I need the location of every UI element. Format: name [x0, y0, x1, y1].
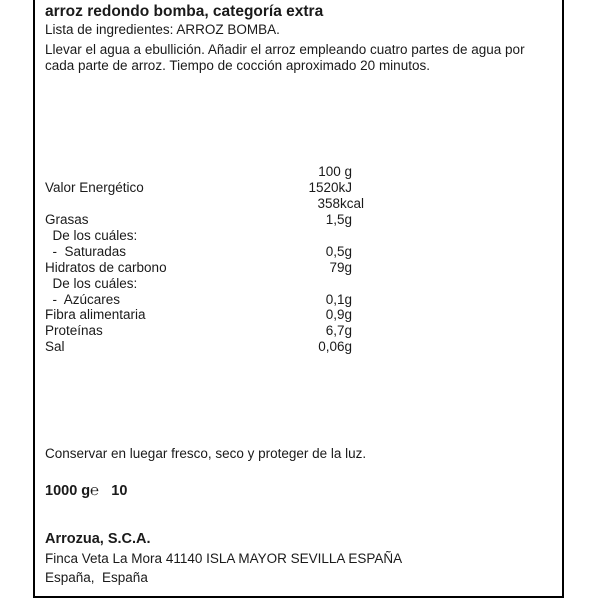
nutrition-row-value: 1,5g — [325, 212, 352, 227]
nutrition-row-value: 6,7g — [325, 323, 352, 338]
company-address: Finca Veta La Mora 41140 ISLA MAYOR SEVILLA ESPAÑA — [45, 551, 403, 566]
nutrition-row-label: Proteínas — [45, 323, 103, 338]
nutrition-row-label: Grasas — [45, 212, 89, 227]
ingredients-list: Lista de ingredientes: ARROZ BOMBA. — [45, 22, 280, 37]
quantity-count: 10 — [111, 483, 128, 499]
quantity-amount: 1000 g — [45, 483, 91, 499]
nutrition-row-value: 0,1g — [325, 292, 352, 307]
storage-instructions: Conservar en luegar fresco, seco y proteger de la luz. — [45, 446, 367, 461]
estimated-sign-icon: ℮ — [90, 482, 100, 499]
company-name: Arrozua, S.C.A. — [45, 531, 151, 547]
instructions-line-2: cada parte de arroz. Tiempo de cocción aproximado 20 minutos. — [45, 58, 430, 73]
nutrition-row-label: Hidratos de carbono — [45, 260, 167, 275]
instructions-line-1: Llevar el agua a ebullición. Añadir el arroz empleando cuatro partes de agua por — [45, 42, 525, 57]
nutrition-per-label: 100 g — [318, 164, 352, 179]
nutrition-row-label: De los cuáles: — [45, 276, 138, 291]
nutrition-row-value: 0,06g — [318, 339, 352, 354]
product-title: arroz redondo bomba, categoría extra — [45, 3, 324, 20]
nutrition-row-value: 358kcal — [317, 196, 364, 211]
nutrition-row-label: De los cuáles: — [45, 228, 138, 243]
nutrition-row-value: 1520kJ — [308, 180, 352, 195]
nutrition-row-label: Valor Energético — [45, 180, 144, 195]
nutrition-row-label: Sal — [45, 339, 65, 354]
nutrition-row-value: 79g — [329, 260, 352, 275]
nutrition-row-label: - Saturadas — [45, 244, 127, 259]
company-origin: España, España — [45, 570, 148, 585]
nutrition-row-label: Fibra alimentaria — [45, 307, 146, 322]
nutrition-row-value: 0,9g — [325, 307, 352, 322]
net-quantity — [45, 483, 127, 499]
nutrition-row-value: 0,5g — [325, 244, 352, 259]
nutrition-row-label: - Azúcares — [45, 292, 121, 307]
